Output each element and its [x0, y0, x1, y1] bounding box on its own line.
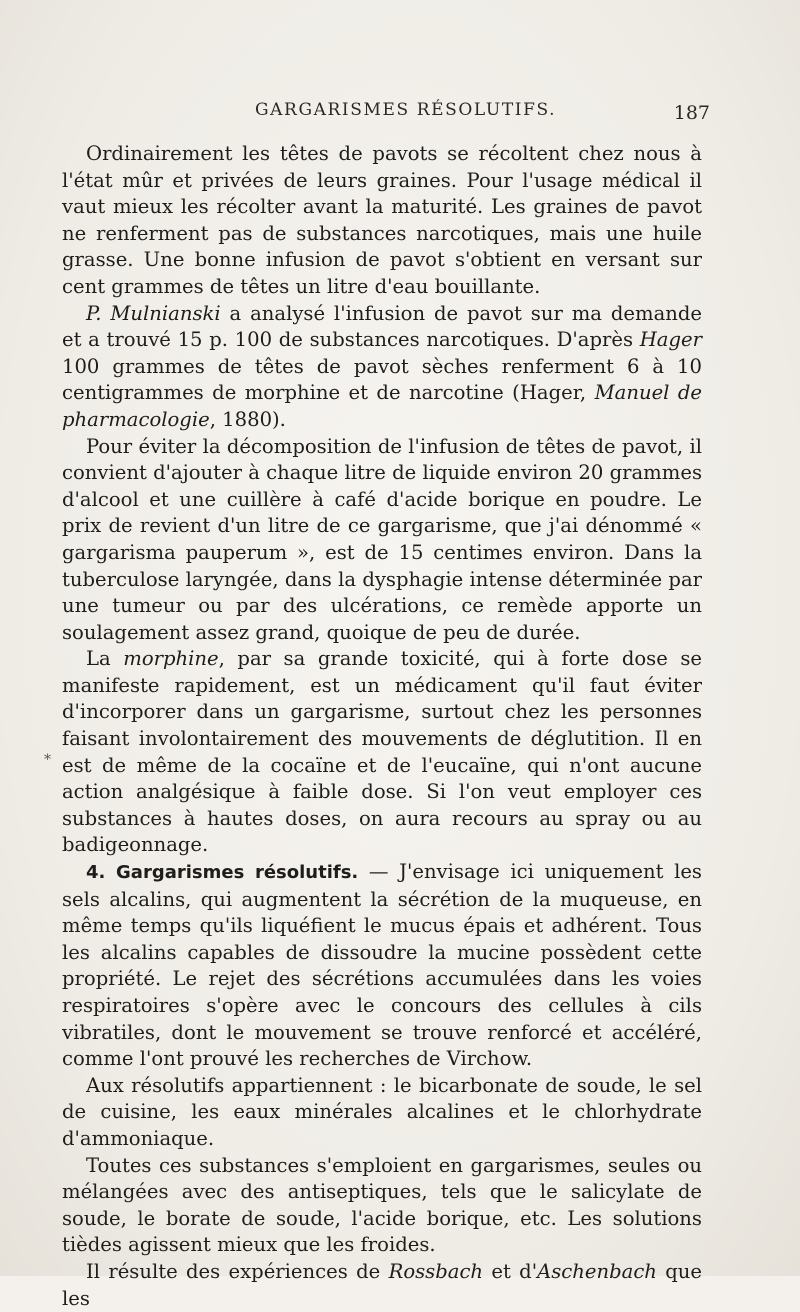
paragraph-4-text-1: La	[86, 647, 124, 671]
paragraph-8-text-3: que les	[62, 1259, 702, 1310]
paragraph-2-text-1: a analysé l'infusion de pavot sur ma demande et a trouvé 15 p. 100 de substances narcotiques. D'après	[62, 301, 703, 352]
page-header	[60, 100, 710, 130]
paragraph-7: Toutes ces substances s'emploient en gargarismes, seules ou mélangées avec des antiseptiques, tels que le salicylate de soude, le borate de soude, l'acide borique, etc. Les solutions tièdes agissent mieux que les froides.	[62, 1153, 702, 1257]
running-title: GARGARISMES RÉSOLUTIFS.	[255, 100, 557, 120]
paragraph-8-text-2: et d'	[483, 1259, 538, 1283]
work-title: Manuel de pharmacologie	[62, 381, 702, 431]
margin-mark: *	[44, 752, 51, 768]
author-mulnianski: P. Mulnianski	[86, 301, 221, 325]
author-rossbach: Rossbach	[388, 1259, 484, 1283]
paragraph-4	[62, 646, 702, 859]
paragraph-5	[62, 859, 702, 1073]
paragraph-8-text-1: Il résulte des expériences de	[86, 1259, 389, 1283]
author-hager: Hager	[639, 328, 702, 352]
paragraph-8	[62, 1259, 702, 1312]
paragraph-3: Pour éviter la décomposition de l'infusion de têtes de pavot, il convient d'ajouter à chaque litre de liquide environ 20 grammes d'alcool et une cuillère à café d'acide borique en poudre. Le prix de revient d'un litre de ce gargarisme, que j'ai dénommé « gargarisma pauperum », est de 15 centimes environ. Dans la tuberculose laryngée, dans la dysphagie intense déterminée par une tumeur ou par des ulcérations, ce remède apporte un soulagement assez grand, quoique de peu de durée.	[62, 434, 702, 644]
paragraph-2-text-2: 100 grammes de têtes de pavot sèches renferment 6 à 10 centigrammes de morphine et de narcotine (Hager,	[62, 354, 702, 405]
page-number: 187	[673, 102, 710, 124]
paragraph-5-text: — J'envisage ici uniquement les sels alcalins, qui augmentent la sécrétion de la muqueuse, en même temps qu'ils liquéfient le mucus épais et adhérent. Tous les alcalins capables de dissoudre la mucine possèdent cette propriété. Le rejet des sécrétions accumulées dans les voies respiratoires s'opère avec le concours des cellules à cils vibratiles, dont le mouvement se trouve renforcé et accéléré, comme l'ont prouvé les recherches de Virchow.	[62, 860, 702, 1071]
paragraph-6: Aux résolutifs appartiennent : le bicarbonate de soude, le sel de cuisine, les eaux minérales alcalines et le chlorhydrate d'ammoniaque.	[62, 1073, 702, 1150]
paragraph-1: Ordinairement les têtes de pavots se récoltent chez nous à l'état mûr et privées de leurs graines. Pour l'usage médical il vaut mieux les récolter avant la maturité. Les graines de pavot ne renferment pas de substances narcotiques, mais une huile grasse. Une bonne infusion de pavot s'obtient en versant sur cent grammes de têtes un litre d'eau bouillante.	[62, 142, 702, 298]
author-aschenbach: Aschenbach	[537, 1259, 657, 1283]
paragraph-2	[62, 301, 702, 434]
paragraph-2-text-3: , 1880).	[209, 407, 286, 431]
section-heading: 4. Gargarismes résolutifs.	[86, 862, 359, 884]
body-text	[62, 141, 702, 1312]
term-morphine: morphine	[123, 647, 219, 671]
paragraph-4-text-2: , par sa grande toxicité, qui à forte dose se manifeste rapidement, est un médicament qu'il faut éviter d'incorporer dans un gargarisme, surtout chez les personnes faisant involontairement des mouvements de déglutition. Il en est de même de la cocaïne et de l'eucaïne, qui n'ont aucune action analgésique à faible dose. Si l'on veut employer ces substances à hautes doses, on aura recours au spray ou au badigeonnage.	[62, 647, 702, 857]
